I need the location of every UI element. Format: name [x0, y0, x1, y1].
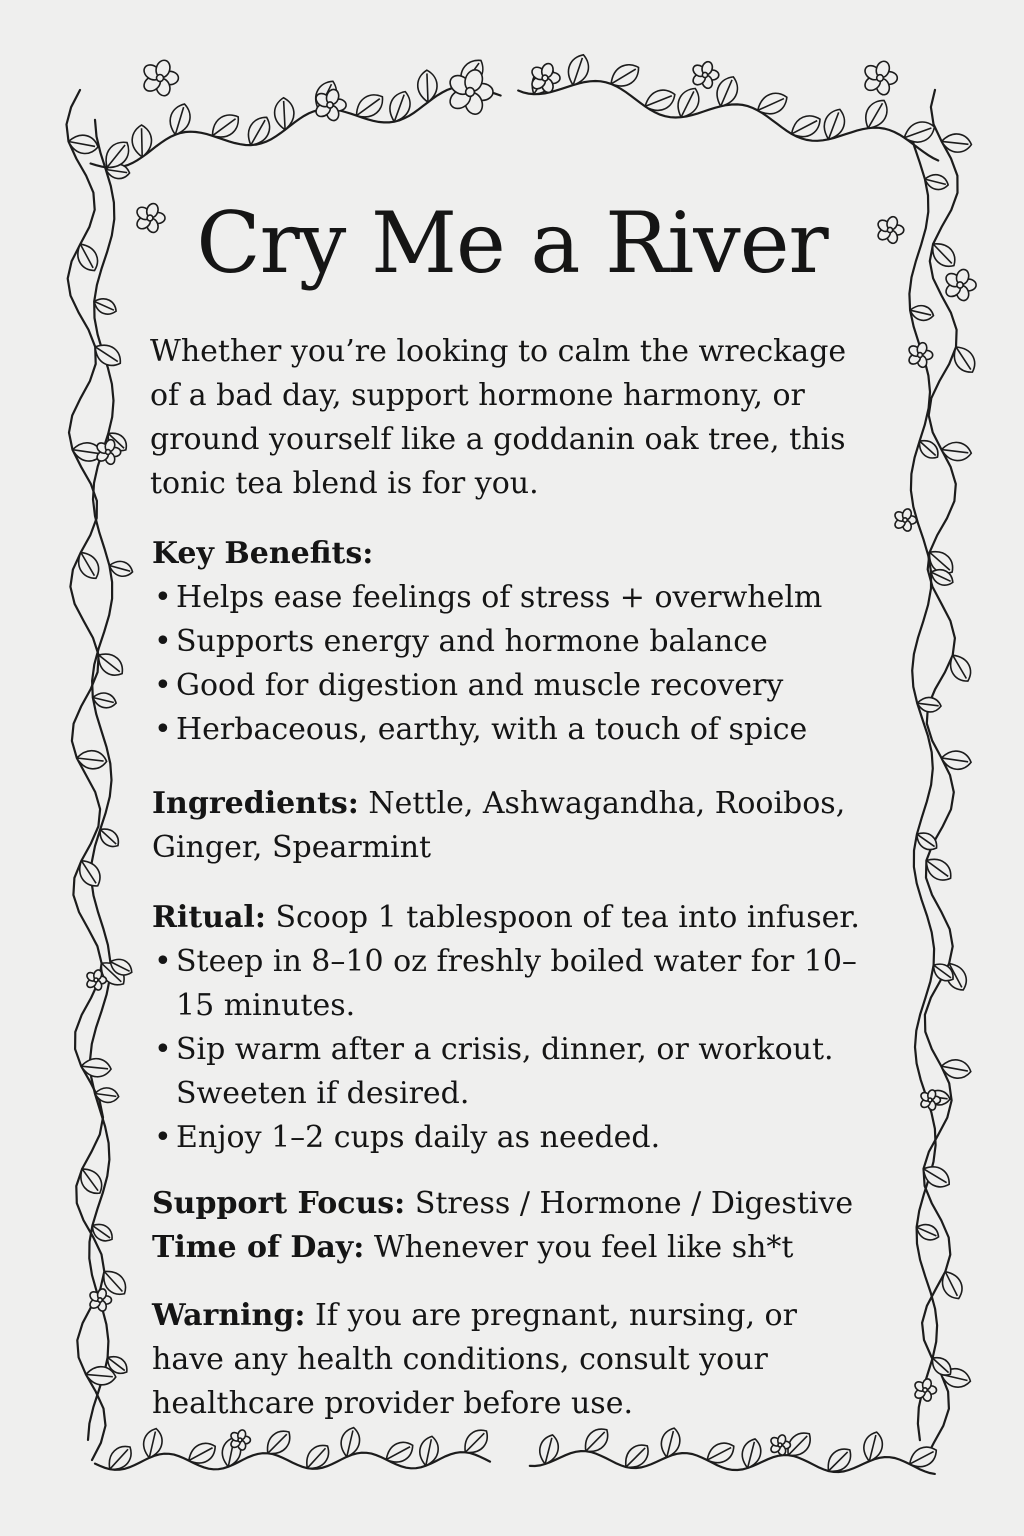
leaf-icon	[579, 1423, 613, 1457]
flower-icon	[893, 508, 916, 532]
key-benefits-heading: Key Benefits:	[152, 536, 374, 571]
leaf-icon	[948, 342, 980, 377]
benefit-item: • Good for digestion and muscle recovery	[152, 664, 872, 708]
leaf-icon	[459, 1425, 493, 1459]
time-of-day-line	[152, 1226, 872, 1270]
ritual-step: • Steep in 8–10 oz freshly boiled water for 10–15 minutes.	[152, 940, 872, 1028]
leaf-icon	[67, 133, 100, 156]
leaf-icon	[754, 88, 791, 119]
leaf-icon	[385, 88, 414, 125]
warning-value: If you are pregnant, nursing, or have any health conditions, consult your healthcare provider before use.	[152, 1298, 797, 1421]
focus-section	[152, 1182, 872, 1270]
leaf-icon	[261, 1426, 295, 1460]
ritual-step: • Enjoy 1–2 cups daily as needed.	[152, 1116, 872, 1160]
ingredients-value: Nettle, Ashwagandha, Rooibos, Ginger, Spearmint	[152, 786, 846, 865]
leaf-icon	[606, 59, 643, 92]
warning-section	[152, 1294, 872, 1426]
key-benefits-list	[152, 576, 872, 752]
leaf-icon	[536, 1433, 561, 1467]
leaf-icon	[73, 548, 104, 583]
vine-stem	[88, 120, 114, 1440]
benefit-item: • Herbaceous, earthy, with a touch of spice	[152, 708, 872, 752]
vine-stem	[91, 86, 501, 167]
warning-label: Warning:	[152, 1298, 306, 1333]
leaf-icon	[703, 1438, 738, 1468]
ingredients-section	[152, 782, 872, 870]
leaf-icon	[382, 1437, 417, 1467]
leaf-icon	[564, 52, 593, 89]
flower-icon	[691, 60, 719, 89]
flower-icon	[88, 1288, 111, 1312]
leaf-icon	[940, 1057, 973, 1080]
leaf-icon	[945, 651, 976, 686]
flower-icon	[913, 1378, 936, 1402]
leaf-icon	[739, 1437, 764, 1471]
leaf-icon	[185, 1438, 220, 1468]
benefit-item: • Helps ease feelings of stress + overwhelm	[152, 576, 872, 620]
benefit-item: • Supports energy and hormone balance	[152, 620, 872, 664]
time-of-day-label: Time of Day:	[152, 1230, 365, 1265]
support-focus-value: Stress / Hormone / Digestive	[414, 1186, 854, 1221]
ritual-label: Ritual:	[152, 900, 266, 935]
key-benefits-section	[152, 532, 872, 752]
leaf-icon	[787, 111, 824, 143]
time-of-day-value: Whenever you feel like sh*t	[373, 1230, 794, 1265]
leaf-icon	[95, 824, 122, 851]
leaf-icon	[417, 1434, 441, 1467]
leaf-icon	[351, 89, 388, 123]
flower-icon	[446, 68, 493, 117]
flower-icon	[229, 1429, 250, 1451]
flower-icon	[141, 58, 178, 97]
ritual-section	[152, 896, 872, 1160]
support-focus-label: Support Focus:	[152, 1186, 406, 1221]
leaf-icon	[74, 856, 105, 891]
ritual-intro	[152, 896, 872, 940]
leaf-icon	[819, 106, 848, 143]
vine-stem	[909, 130, 937, 1440]
intro-paragraph: Whether you’re looking to calm the wreckage of a bad day, support hormone harmony, or ground yourself like a goddanin oak tree, this tonic tea blend is for you.	[150, 334, 847, 501]
leaf-icon	[207, 109, 244, 144]
flower-icon	[769, 1434, 790, 1456]
ingredients-label: Ingredients:	[152, 786, 359, 821]
flower-icon	[862, 60, 897, 97]
ritual-value: Scoop 1 tablespoon of tea into infuser.	[275, 900, 860, 935]
leaf-icon	[642, 86, 679, 116]
support-focus-line	[152, 1182, 872, 1226]
card-title: Cry Me a River	[196, 194, 828, 292]
ritual-steps-list	[152, 940, 872, 1160]
ritual-step: • Sip warm after a crisis, dinner, or workout. Sweeten if desired.	[152, 1028, 872, 1116]
leaf-icon	[906, 1442, 941, 1472]
flower-icon	[907, 341, 933, 368]
leaf-icon	[937, 1268, 967, 1303]
leaf-icon	[940, 749, 972, 771]
